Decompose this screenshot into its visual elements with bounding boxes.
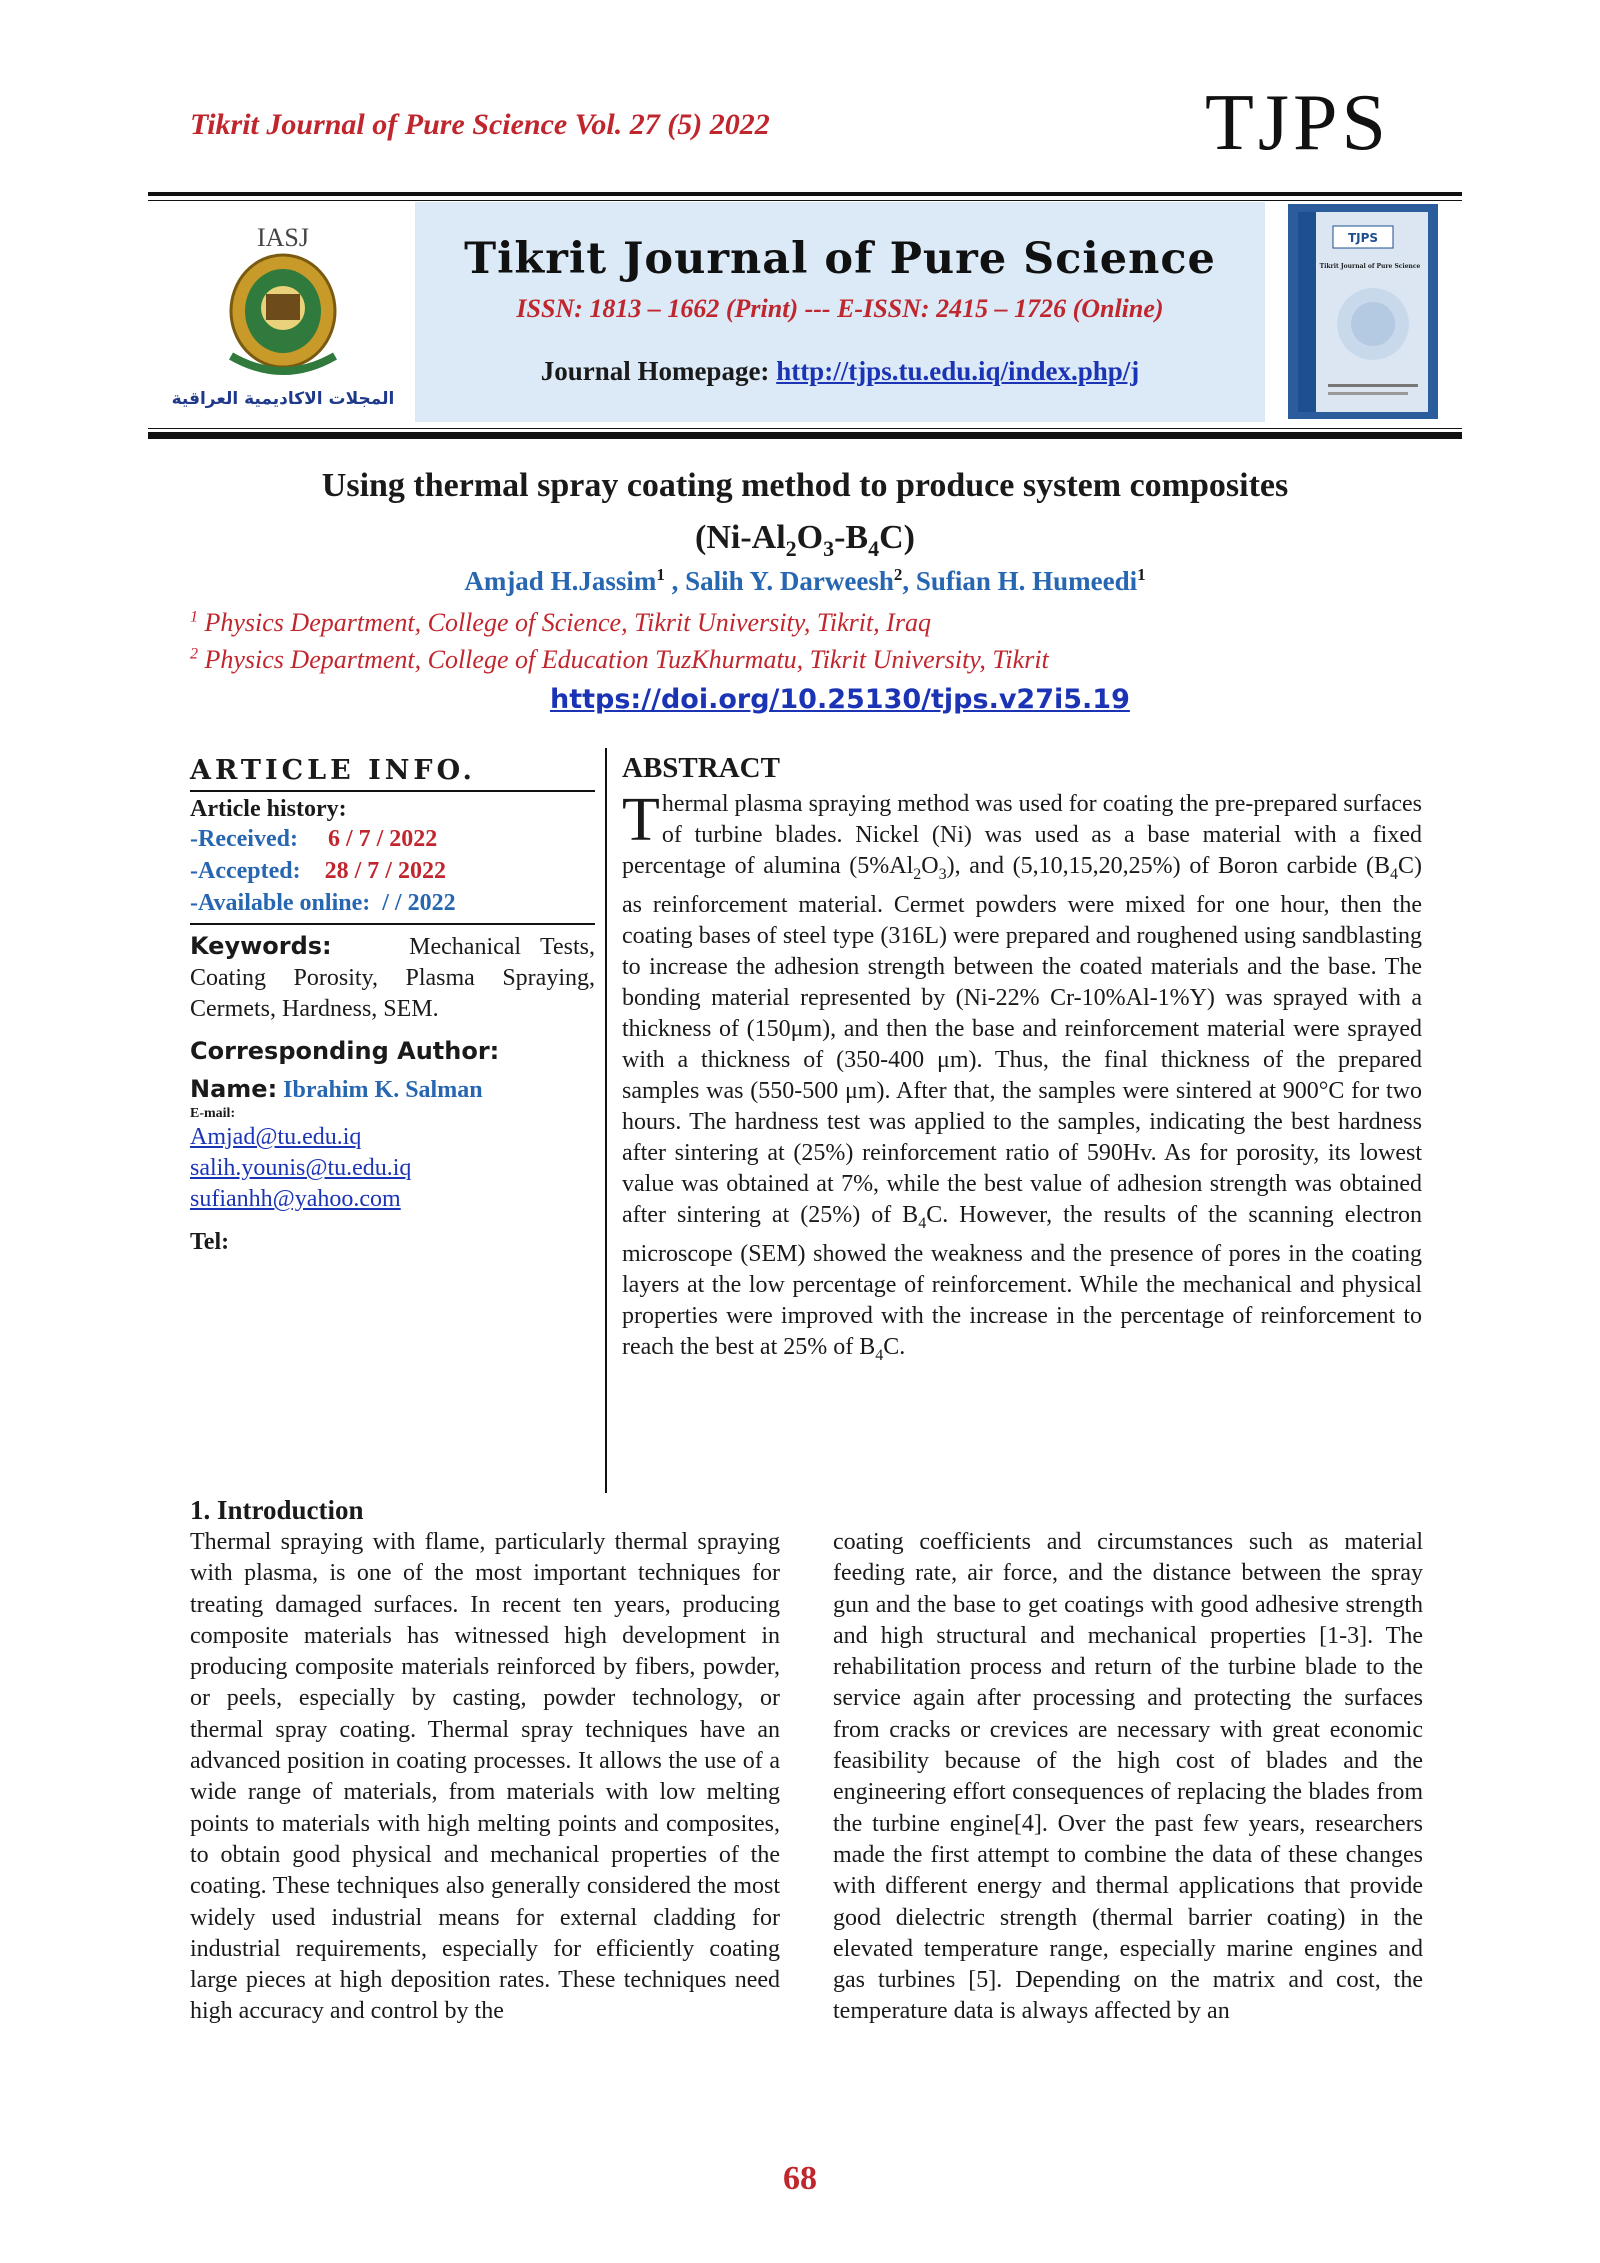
iasj-logo — [166, 216, 401, 416]
iasj-logo-text: IASJ — [256, 223, 310, 252]
journal-banner — [148, 192, 1462, 439]
received-row: -Received: 6 / 7 / 2022 — [190, 826, 438, 852]
doi-link[interactable]: https://doi.org/10.25130/tjps.v27i5.19 — [550, 684, 1130, 715]
email-link-1[interactable]: Amjad@tu.edu.iq — [190, 1124, 362, 1150]
available-row: -Available online: / / 2022 — [190, 890, 456, 916]
column-divider — [605, 748, 607, 1493]
abstract-body — [622, 786, 1422, 1370]
email-link-2[interactable]: salih.younis@tu.edu.iq — [190, 1155, 412, 1181]
homepage-row — [415, 356, 1265, 387]
article-info-panel — [190, 755, 595, 1256]
accepted-row: -Accepted: 28 / 7 / 2022 — [190, 858, 446, 884]
cover-badge: TJPS — [1347, 231, 1379, 245]
homepage-label: Journal Homepage: — [540, 356, 770, 386]
journal-mark: TJPS — [1205, 79, 1390, 167]
author-list: Amjad H.Jassim$^1$ , Salih Y. Darweesh$^2$, Sufian H. Humeedi$^1$ — [464, 565, 1146, 596]
title-line-2: $(Ni-Al_2O_3-B_4C)$ — [695, 519, 915, 561]
title-line-1: Using thermal spray coating method to produce system composites — [321, 467, 1289, 504]
abstract-text: hermal plasma spraying method was used for coating the pre-prepared surfaces of turbine blades. Nickel (Ni) was used as a base material with a fixed percentage of alumina $(5\%Al_2O_3)$, and (5,10,15,20,25%) of Boron carbide $(B_4C)$ as reinforcement material. Cermet powders were mixed for one hour, then the coating bases of steel type (316L) were prepared and roughened using sandblasting to increase the adhesion strength between the coated materials and the base. The bonding material represented by (Ni-22% Cr-10%Al-1%Y) was sprayed with a thickness of (150μm), and then the base and reinforcement material were sprayed with a thickness of (350-400 μm). Thus, the final thickness of the prepared samples was (550-500 μm). After that, the samples were sintered at 900°C for two hours. The hardness test was applied to the samples, indicating the best hardness after sintering at (25%) reinforcement ratio of 590Hv. As for porosity, its lowest value was obtained at 7%, while the best value of adhesion strength was obtained after sintering at (25%) of $B_4C$. However, the results of the scanning electron microscope (SEM) showed the weakness and the presence of pores in the coating layers at the low percentage of reinforcement. While the mechanical and physical properties were improved with the increase in the percentage of reinforcement to reach the best at 25% of $B_4C$. — [622, 791, 1422, 1364]
article-history — [190, 796, 595, 925]
abstract-section — [622, 752, 1422, 1370]
homepage-link[interactable]: http://tjps.tu.edu.iq/index.php/j — [776, 356, 1140, 386]
corresponding-author-label: Corresponding Author: — [190, 1037, 500, 1065]
journal-cover-thumbnail — [1288, 204, 1438, 419]
running-head: Tikrit Journal of Pure Science Vol. 27 (5) 2022 — [190, 108, 770, 141]
drop-cap: T — [622, 786, 660, 854]
article-info-heading: ARTICLE INFO. — [190, 755, 595, 792]
issn-line: ISSN: 1813 – 1662 (Print) --- E-ISSN: 2415 – 1726 (Online) — [516, 294, 1164, 323]
introduction-heading: 1. Introduction — [190, 1495, 364, 1525]
page-number: 68 — [783, 2160, 817, 2197]
introduction-column-right: coating coefficients and circumstances such as material feeding rate, air force, and the distance between the spray gun and the base to get coatings with good adhesive strength and high structural and mechanical properties [1-3]. The rehabilitation process and return of the turbine blade to the service again after processing and protecting the surfaces from cracks or crevices are necessary with great economic feasibility because of the high cost of blades and the engineering effort consequences of replacing the blades from the turbine engine[4]. Over the past few years, researchers made the first attempt to combine the data of these changes with different energy and thermal applications that provide good dielectric strength (thermal barrier coating) in the elevated temperature range, especially marine engines and gas turbines [5]. Depending on the matrix and cost, the temperature data is always affected by an — [833, 1529, 1423, 2025]
affiliation-1: $^1$ Physics Department, College of Science, Tikrit University, Tikrit, Iraq — [190, 608, 931, 637]
affiliation-2: $^2$ Physics Department, College of Education TuzKhurmatu, Tikrit University, Tikrit — [190, 645, 1049, 674]
introduction-column-left: Thermal spraying with flame, particularly thermal spraying with plasma, is one of the most important techniques for treating damaged surfaces. In recent ten years, producing composite materials has witnessed high development in producing composite materials reinforced by fibers, powder, or peels, especially by casting, powder technology, or thermal spray coating. Thermal spray techniques have an advanced position in coating processes. It allows the use of a wide range of materials, from materials with low melting points to materials with high melting points and composites, to obtain good physical and mechanical properties of the coating. These techniques also generally considered the most widely used industrial means for external cladding for industrial requirements, especially for efficiently coating large pieces at high deposition rates. These techniques need high accuracy and control by the — [190, 1529, 780, 2025]
cover-title: Tikrit Journal of Pure Science — [1319, 263, 1421, 270]
iasj-arabic-text: المجلات الاكاديمية العراقية — [171, 389, 395, 409]
history-label: Article history: — [190, 796, 347, 822]
email-link-3[interactable]: sufianhh@yahoo.com — [190, 1186, 401, 1212]
article-title — [150, 460, 1460, 575]
abstract-heading: ABSTRACT — [622, 752, 780, 784]
banner-title-panel — [415, 202, 1265, 422]
tel-label: Tel: — [190, 1229, 230, 1255]
keywords: Keywords: Mechanical Tests, Coating Porosity, Plasma Spraying, Cermets, Hardness, SEM. — [190, 932, 595, 1022]
email-label: E-mail: — [190, 1106, 236, 1121]
journal-name: Tikrit Journal of Pure Science — [464, 234, 1216, 284]
corresponding-name: Name: Ibrahim K. Salman — [190, 1075, 483, 1103]
